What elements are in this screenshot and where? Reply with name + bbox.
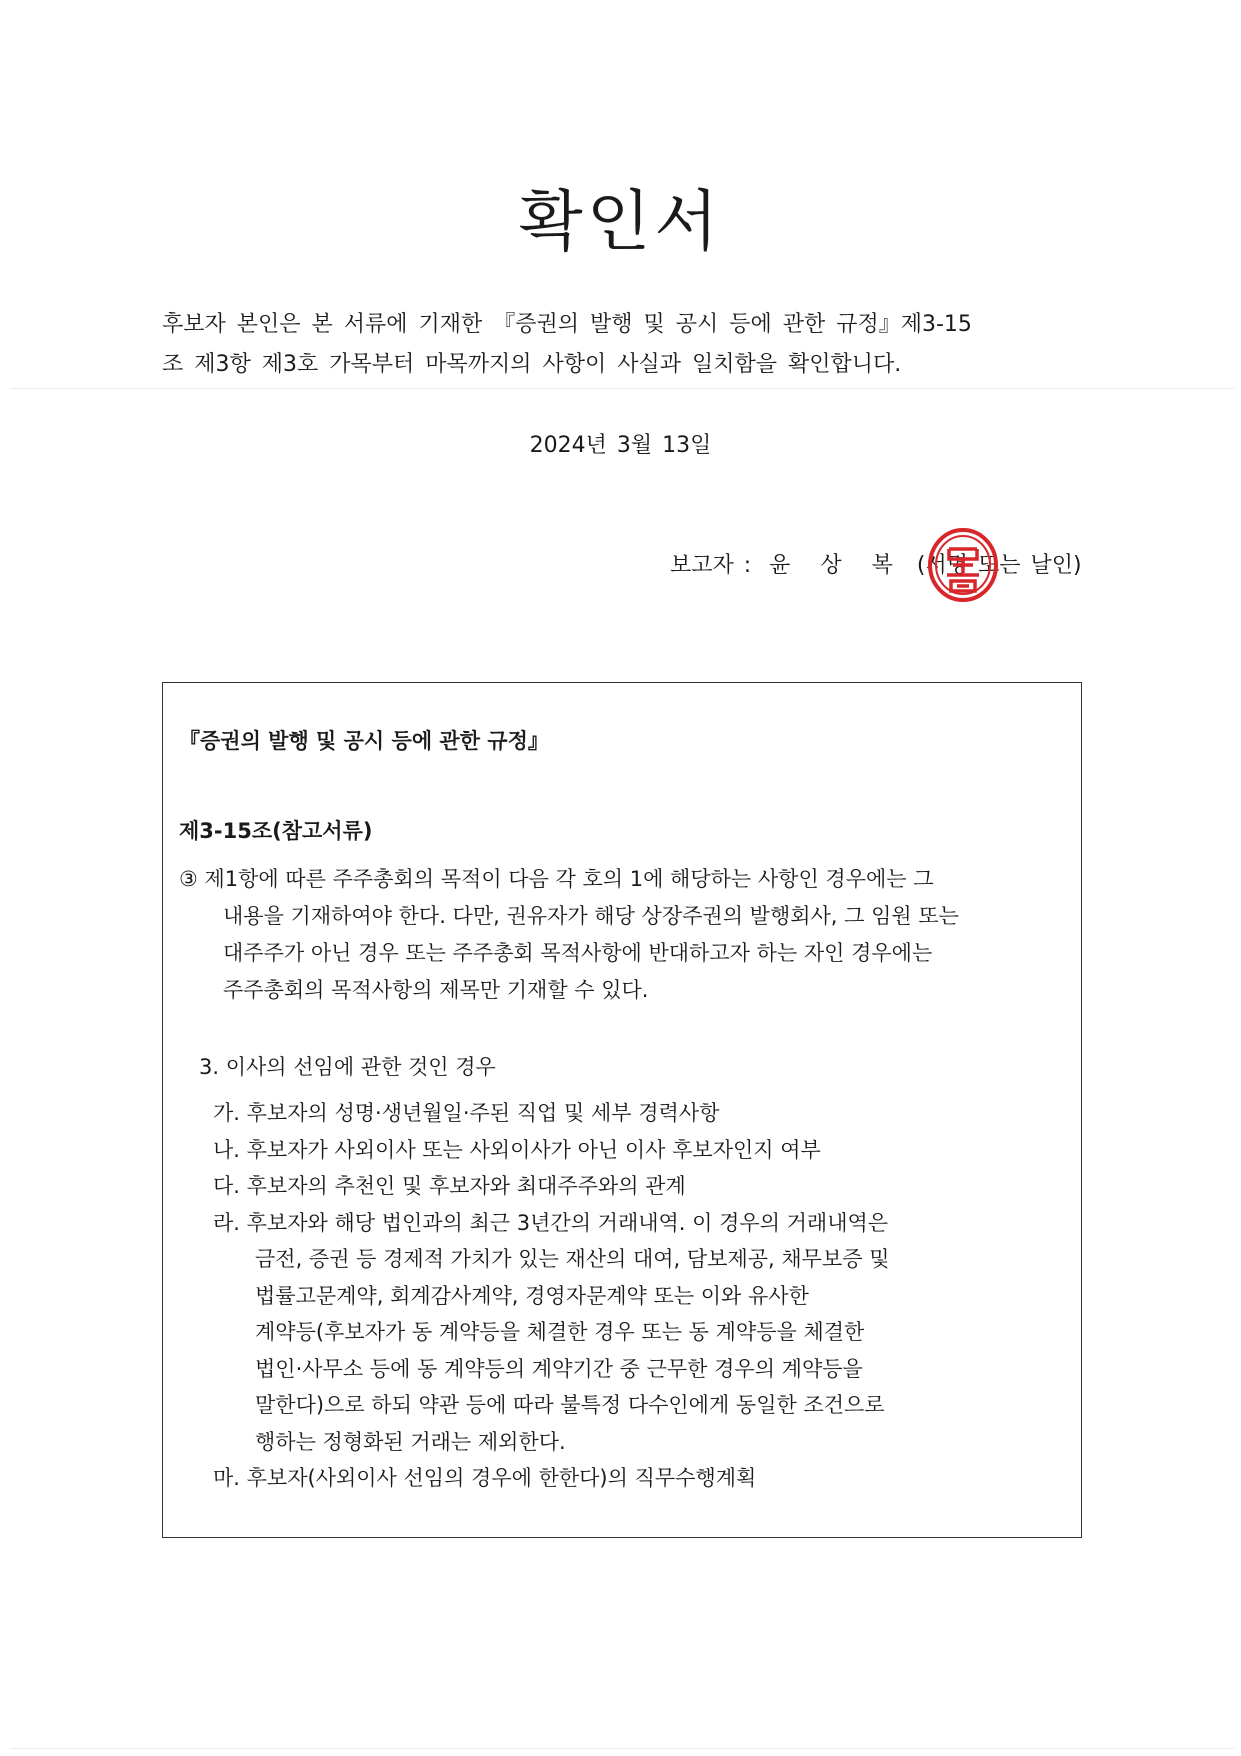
paragraph-line: ③ 제1항에 따른 주주총회의 목적이 다음 각 호의 1에 해당하는 사항인 경우에는 그 [179,867,934,891]
list-item-line: 행하는 정형화된 거래는 제외한다. [255,1429,566,1454]
reporter-name: 윤 상 복 [769,553,903,578]
confirmation-statement [162,305,1092,385]
list-item: 마. 후보자(사외이사 선임의 경우에 한한다)의 직무수행계획 [213,1466,757,1490]
list-item: 다. 후보자의 추천인 및 후보자와 최대주주와의 관계 [213,1174,686,1198]
list-item: 나. 후보자가 사외이사 또는 사외이사가 아닌 이사 후보자인지 여부 [213,1137,821,1162]
list-item-line: 말한다)으로 하되 약관 등에 따라 불특정 다수인에게 동일한 조건으로 [255,1393,885,1417]
article-paragraph-3 [179,861,1069,1009]
list-item-line: 라. 후보자와 해당 법인과의 최근 3년간의 거래내역. 이 경우의 거래내역은 [213,1210,889,1235]
paragraph-line: 내용을 기재하여야 한다. 다만, 권유자가 해당 상장주권의 발행회사, 그 임원 또는 [223,904,959,928]
statement-line: 후보자 본인은 본 서류에 기재한 『증권의 발행 및 공시 등에 관한 규정』제3-15 [162,312,972,337]
clause-item-list [213,1095,1063,1497]
list-item-line: 법률고문계약, 회계감사계약, 경영자문계약 또는 이와 유사한 [255,1283,809,1308]
scan-artifact-line [10,1748,1235,1749]
reporter-label: 보고자 : [670,553,752,578]
list-item-line: 계약등(후보자가 동 계약등을 체결한 경우 또는 동 계약등을 체결한 [255,1320,865,1344]
list-item [213,1205,1063,1461]
article-title: 제3-15조(참고서류) [179,819,373,843]
document-title: 확인서 [518,183,723,260]
scan-artifact-line [10,388,1235,389]
document-date: 2024년 3월 13일 [529,433,712,458]
paragraph-line: 주주총회의 목적사항의 제목만 기재할 수 있다. [223,978,649,1002]
regulation-title: 『증권의 발행 및 공시 등에 관한 규정』 [179,729,549,753]
paragraph-line: 대주주가 아닌 경우 또는 주주총회 목적사항에 반대하고자 하는 자인 경우에는 [223,941,933,965]
statement-line: 조 제3항 제3호 가목부터 마목까지의 사항이 사실과 일치함을 확인합니다. [162,352,902,377]
personal-seal-stamp [927,527,999,603]
list-item: 가. 후보자의 성명·생년월일·주된 직업 및 세부 경력사항 [213,1101,720,1125]
regulation-reference-box [162,682,1082,1538]
signature-note: (서명 또는 날인) [916,553,1082,578]
list-item-line: 법인·사무소 등에 동 계약등의 계약기간 중 근무한 경우의 계약등을 [255,1356,863,1381]
list-item-line: 금전, 증권 등 경제적 가치가 있는 재산의 대여, 담보제공, 채무보증 및 [255,1247,890,1271]
clause-3-heading: 3. 이사의 선임에 관한 것인 경우 [199,1055,496,1079]
reporter-line [670,548,1082,579]
